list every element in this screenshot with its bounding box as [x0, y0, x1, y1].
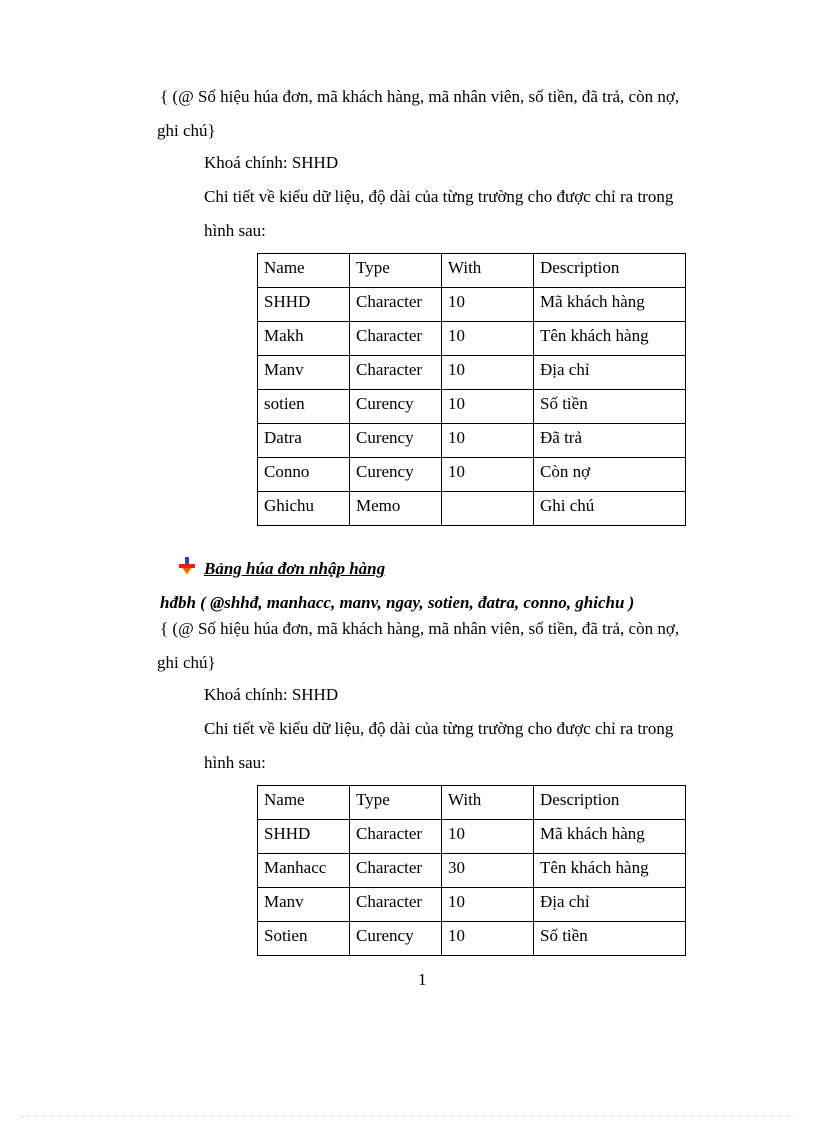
- table-cell: Còn nợ: [534, 458, 686, 492]
- page-number: 1: [418, 970, 427, 989]
- detail-line-2: hình sau:: [204, 753, 266, 772]
- table-cell: Ghichu: [258, 492, 350, 526]
- table-row: [258, 424, 686, 458]
- section-heading: [178, 556, 385, 581]
- table-row: [258, 288, 686, 322]
- table-cell: Datra: [258, 424, 350, 458]
- fields-table-2: [257, 785, 686, 956]
- header-cell: Type: [350, 786, 442, 820]
- table-cell: Mã khách hàng: [534, 288, 686, 322]
- table-cell: 10: [442, 424, 534, 458]
- attributes-line-1: { (@ Số hiệu húa đơn, mã khách hàng, mã nhân viên, số tiền, đã trả, còn nợ,: [160, 87, 680, 106]
- table-cell: 10: [442, 390, 534, 424]
- table-cell: Địa chỉ: [534, 356, 686, 390]
- table-cell: Curency: [350, 390, 442, 424]
- table-cell: Memo: [350, 492, 442, 526]
- table-cell: Character: [350, 888, 442, 922]
- table-cell: Curency: [350, 424, 442, 458]
- detail-line-1: Chi tiết về kiểu dữ liệu, độ dài của từng trường cho được chỉ ra trong: [204, 187, 674, 206]
- table-header-row: [258, 786, 686, 820]
- bullet-arrow-icon: [178, 556, 196, 581]
- table-cell: Conno: [258, 458, 350, 492]
- header-cell: Name: [258, 254, 350, 288]
- table-cell: 10: [442, 820, 534, 854]
- table-cell: Đã trả: [534, 424, 686, 458]
- table-cell: Manv: [258, 888, 350, 922]
- fields-table-1: [257, 253, 686, 526]
- table-row: [258, 390, 686, 424]
- table-cell: Curency: [350, 922, 442, 956]
- header-cell: Type: [350, 254, 442, 288]
- table-cell: Mã khách hàng: [534, 820, 686, 854]
- table-cell: Character: [350, 820, 442, 854]
- table-cell: 10: [442, 322, 534, 356]
- table-cell: 10: [442, 356, 534, 390]
- section-heading-text: Bảng húa đơn nhập hàng: [204, 558, 386, 578]
- table-cell: 10: [442, 288, 534, 322]
- attributes-line-1: { (@ Số hiệu húa đơn, mã khách hàng, mã nhân viên, số tiền, đã trả, còn nợ,: [160, 619, 680, 638]
- table-cell: Curency: [350, 458, 442, 492]
- table-cell: Character: [350, 288, 442, 322]
- table-row: [258, 820, 686, 854]
- table-cell: Ghi chú: [534, 492, 686, 526]
- table-cell: 10: [442, 888, 534, 922]
- table-row: [258, 356, 686, 390]
- attributes-line-2: ghi chú}: [157, 121, 216, 140]
- table-cell: Tên khách hàng: [534, 322, 686, 356]
- table-row: [258, 492, 686, 526]
- table-header-row: [258, 254, 686, 288]
- table-cell: SHHD: [258, 820, 350, 854]
- primary-key-text: Khoá chính: SHHD: [204, 685, 339, 704]
- header-cell: With: [442, 786, 534, 820]
- table-cell: Character: [350, 356, 442, 390]
- attributes-line-2: ghi chú}: [157, 653, 216, 672]
- table-cell: Sotien: [258, 922, 350, 956]
- primary-key-text: Khoá chính: SHHD: [204, 153, 339, 172]
- table-cell: Số tiền: [534, 390, 686, 424]
- table-cell: sotien: [258, 390, 350, 424]
- table-cell: Địa chỉ: [534, 888, 686, 922]
- table-row: [258, 888, 686, 922]
- header-cell: Description: [534, 786, 686, 820]
- table-cell: SHHD: [258, 288, 350, 322]
- header-cell: Name: [258, 786, 350, 820]
- table-row: [258, 322, 686, 356]
- table-row: [258, 458, 686, 492]
- table-cell: Manhacc: [258, 854, 350, 888]
- table-cell: Số tiền: [534, 922, 686, 956]
- table-row: [258, 922, 686, 956]
- table-cell: Tên khách hàng: [534, 854, 686, 888]
- table-cell: Manv: [258, 356, 350, 390]
- header-cell: With: [442, 254, 534, 288]
- table-cell: Character: [350, 322, 442, 356]
- table-cell: 30: [442, 854, 534, 888]
- table-cell: [442, 492, 534, 526]
- detail-line-1: Chi tiết về kiểu dữ liệu, độ dài của từng trường cho được chỉ ra trong: [204, 719, 674, 738]
- table-cell: 10: [442, 458, 534, 492]
- table-cell: 10: [442, 922, 534, 956]
- table-cell: Makh: [258, 322, 350, 356]
- detail-line-2: hình sau:: [204, 221, 266, 240]
- schema-definition: hđbh ( @shhđ, manhacc, manv, ngay, sotien, đatra, conno, ghichu ): [160, 593, 635, 612]
- table-row: [258, 854, 686, 888]
- page-bottom-rule: [20, 1116, 796, 1117]
- header-cell: Description: [534, 254, 686, 288]
- table-cell: Character: [350, 854, 442, 888]
